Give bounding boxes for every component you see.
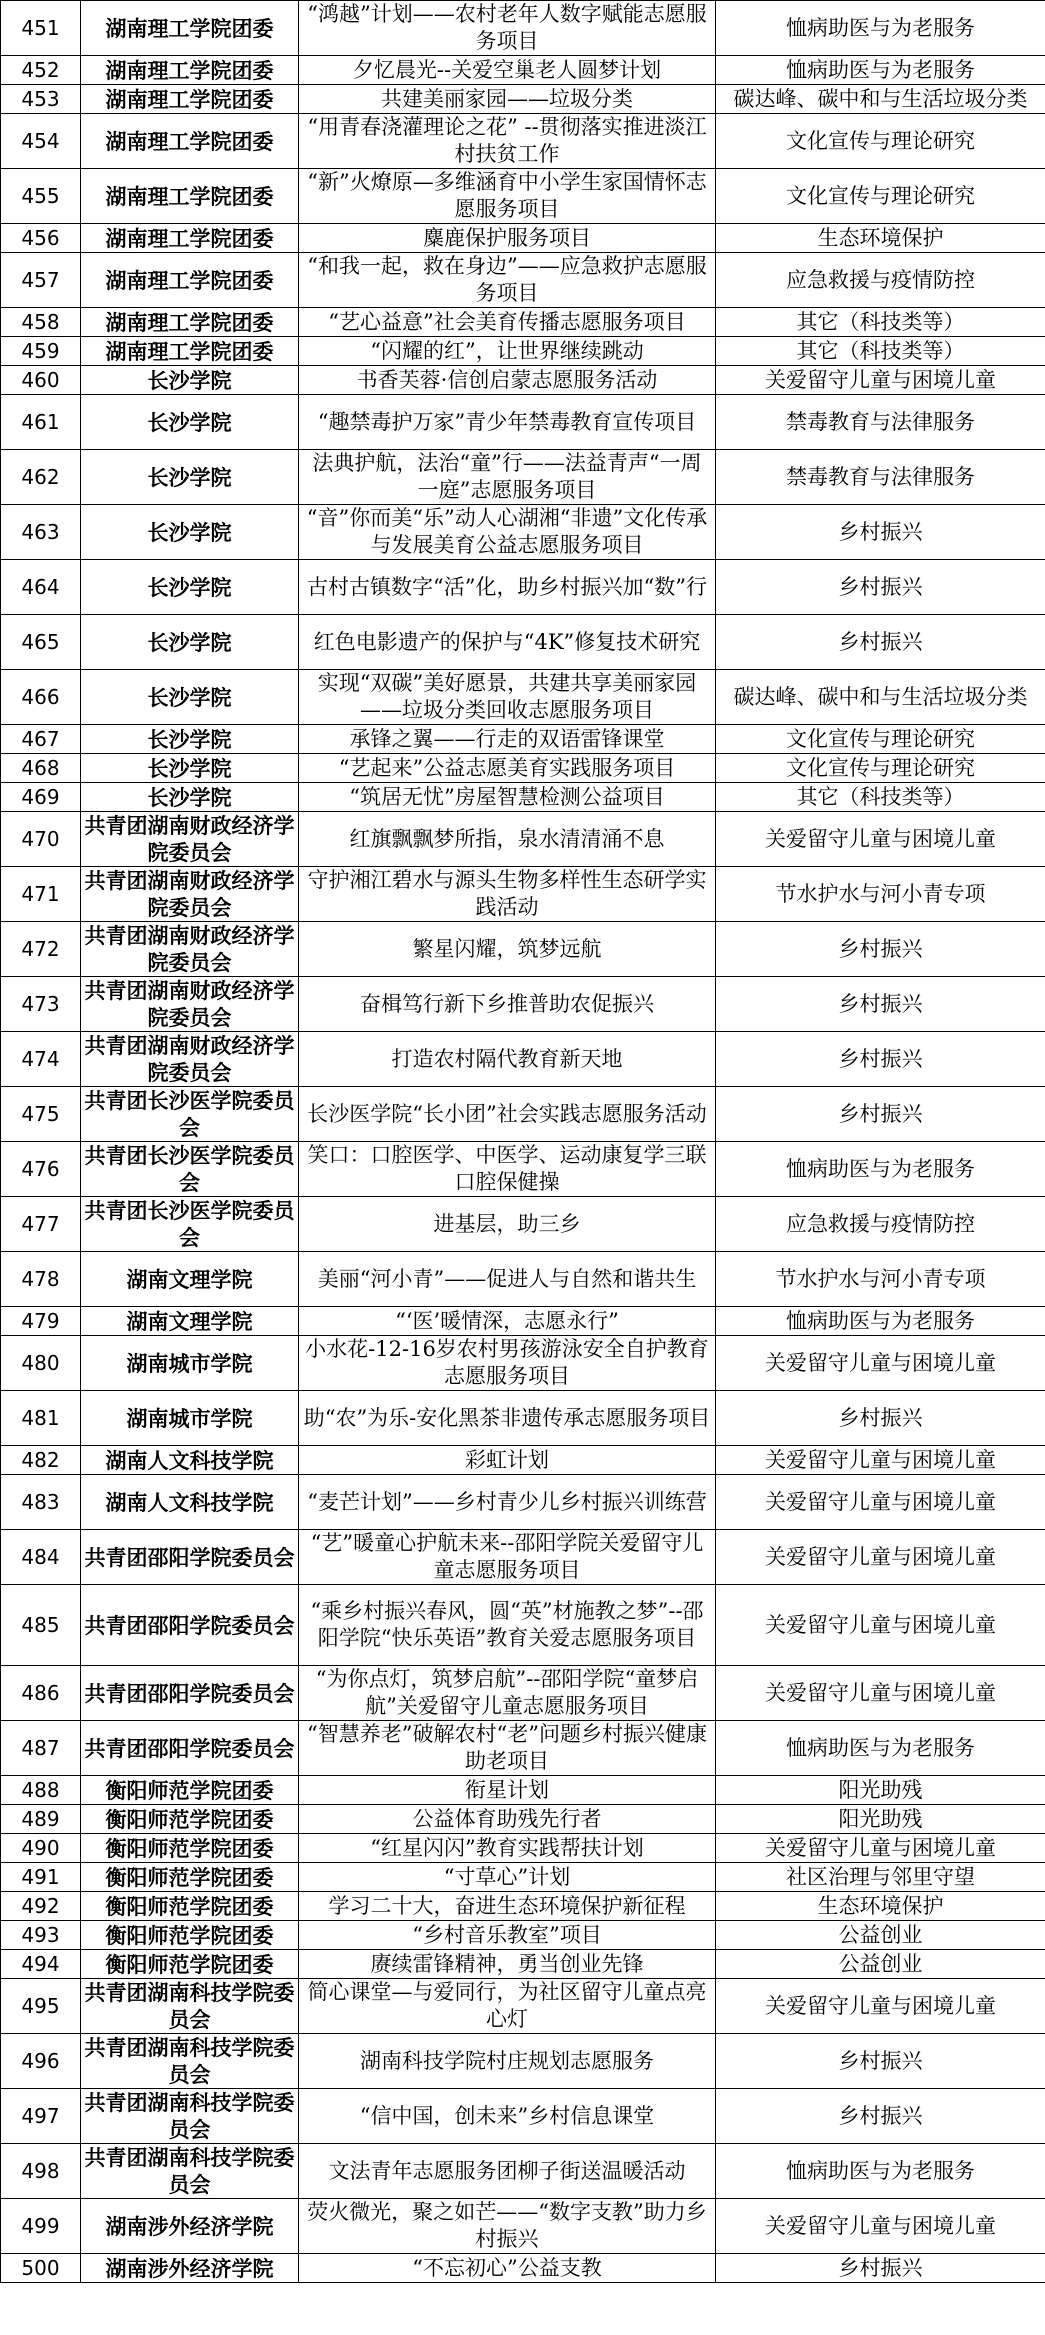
category-cell: 乡村振兴 <box>716 2089 1045 2144</box>
organization-cell: 共青团邵阳学院委员会 <box>81 1530 299 1585</box>
category-cell: 其它（科技类等） <box>716 337 1045 366</box>
table-row <box>1 1252 1045 1307</box>
table-row <box>1 725 1045 754</box>
row-number: 482 <box>1 1446 81 1475</box>
table-row <box>1 85 1045 114</box>
row-number: 494 <box>1 1950 81 1979</box>
category-cell: 关爱留守儿童与困境儿童 <box>716 1475 1045 1530</box>
category-cell: 关爱留守儿童与困境儿童 <box>716 1585 1045 1666</box>
row-number: 451 <box>1 1 81 56</box>
category-cell: 关爱留守儿童与困境儿童 <box>716 1666 1045 1721</box>
row-number: 496 <box>1 2034 81 2089</box>
table-row <box>1 1721 1045 1776</box>
project-name-cell: 公益体育助残先行者 <box>299 1805 716 1834</box>
organization-cell: 湖南文理学院 <box>81 1307 299 1336</box>
category-cell: 乡村振兴 <box>716 505 1045 560</box>
project-name-cell: 实现“双碳”美好愿景，共建共享美丽家园——垃圾分类回收志愿服务项目 <box>299 670 716 725</box>
project-name-cell: 承锋之翼——行走的双语雷锋课堂 <box>299 725 716 754</box>
project-name-cell: “信中国，创未来”乡村信息课堂 <box>299 2089 716 2144</box>
project-name-cell: 助“农”为乐-安化黑茶非遗传承志愿服务项目 <box>299 1391 716 1446</box>
table-row <box>1 1197 1045 1252</box>
table-row <box>1 867 1045 922</box>
project-name-cell: 共建美丽家园——垃圾分类 <box>299 85 716 114</box>
project-name-cell: “趣禁毒护万家”青少年禁毒教育宣传项目 <box>299 395 716 450</box>
table-row <box>1 2034 1045 2089</box>
category-cell: 乡村振兴 <box>716 615 1045 670</box>
organization-cell: 湖南理工学院团委 <box>81 253 299 308</box>
project-name-cell: “红星闪闪”教育实践帮扶计划 <box>299 1834 716 1863</box>
project-name-cell: “筑居无忧”房屋智慧检测公益项目 <box>299 783 716 812</box>
organization-cell: 衡阳师范学院团委 <box>81 1892 299 1921</box>
project-name-cell: 学习二十大，奋进生态环境保护新征程 <box>299 1892 716 1921</box>
project-name-cell: 笑口：口腔医学、中医学、运动康复学三联口腔保健操 <box>299 1142 716 1197</box>
project-name-cell: 湖南科技学院村庄规划志愿服务 <box>299 2034 716 2089</box>
category-cell: 公益创业 <box>716 1950 1045 1979</box>
organization-cell: 湖南理工学院团委 <box>81 308 299 337</box>
category-cell: 文化宣传与理论研究 <box>716 754 1045 783</box>
category-cell: 关爱留守儿童与困境儿童 <box>716 1834 1045 1863</box>
project-name-cell: “寸草心”计划 <box>299 1863 716 1892</box>
table-row <box>1 2144 1045 2199</box>
row-number: 456 <box>1 224 81 253</box>
category-cell: 文化宣传与理论研究 <box>716 114 1045 169</box>
row-number: 455 <box>1 169 81 224</box>
organization-cell: 长沙学院 <box>81 450 299 505</box>
project-name-cell: “艺心益意”社会美育传播志愿服务项目 <box>299 308 716 337</box>
organization-cell: 湖南文理学院 <box>81 1252 299 1307</box>
table-row <box>1 615 1045 670</box>
organization-cell: 共青团湖南财政经济学院委员会 <box>81 922 299 977</box>
project-name-cell: 打造农村隔代教育新天地 <box>299 1032 716 1087</box>
project-name-cell: “音”你而美“乐”动人心湖湘“非遗”文化传承与发展美育公益志愿服务项目 <box>299 505 716 560</box>
organization-cell: 湖南理工学院团委 <box>81 224 299 253</box>
organization-cell: 湖南城市学院 <box>81 1391 299 1446</box>
row-number: 462 <box>1 450 81 505</box>
project-name-cell: 夕忆晨光--关爱空巢老人圆梦计划 <box>299 56 716 85</box>
organization-cell: 衡阳师范学院团委 <box>81 1863 299 1892</box>
row-number: 466 <box>1 670 81 725</box>
organization-cell: 长沙学院 <box>81 783 299 812</box>
row-number: 493 <box>1 1921 81 1950</box>
category-cell: 关爱留守儿童与困境儿童 <box>716 812 1045 867</box>
category-cell: 乡村振兴 <box>716 560 1045 615</box>
organization-cell: 共青团邵阳学院委员会 <box>81 1721 299 1776</box>
project-name-cell: 彩虹计划 <box>299 1446 716 1475</box>
category-cell: 乡村振兴 <box>716 1032 1045 1087</box>
category-cell: 生态环境保护 <box>716 1892 1045 1921</box>
category-cell: 关爱留守儿童与困境儿童 <box>716 2199 1045 2254</box>
category-cell: 恤病助医与为老服务 <box>716 1307 1045 1336</box>
table-row <box>1 1 1045 56</box>
category-cell: 恤病助医与为老服务 <box>716 56 1045 85</box>
table-row <box>1 366 1045 395</box>
row-number: 485 <box>1 1585 81 1666</box>
project-name-cell: 进基层，助三乡 <box>299 1197 716 1252</box>
row-number: 491 <box>1 1863 81 1892</box>
row-number: 498 <box>1 2144 81 2199</box>
row-number: 471 <box>1 867 81 922</box>
category-cell: 乡村振兴 <box>716 1087 1045 1142</box>
row-number: 476 <box>1 1142 81 1197</box>
category-cell: 乡村振兴 <box>716 2254 1045 2283</box>
row-number: 481 <box>1 1391 81 1446</box>
organization-cell: 湖南理工学院团委 <box>81 114 299 169</box>
row-number: 484 <box>1 1530 81 1585</box>
category-cell: 恤病助医与为老服务 <box>716 1142 1045 1197</box>
table-row <box>1 1032 1045 1087</box>
organization-cell: 衡阳师范学院团委 <box>81 1950 299 1979</box>
row-number: 480 <box>1 1336 81 1391</box>
organization-cell: 共青团长沙医学院委员会 <box>81 1142 299 1197</box>
category-cell: 关爱留守儿童与困境儿童 <box>716 366 1045 395</box>
organization-cell: 共青团湖南科技学院委员会 <box>81 2089 299 2144</box>
category-cell: 关爱留守儿童与困境儿童 <box>716 1530 1045 1585</box>
category-cell: 节水护水与河小青专项 <box>716 1252 1045 1307</box>
row-number: 457 <box>1 253 81 308</box>
row-number: 489 <box>1 1805 81 1834</box>
row-number: 488 <box>1 1776 81 1805</box>
table-row <box>1 1087 1045 1142</box>
row-number: 453 <box>1 85 81 114</box>
table-row <box>1 1776 1045 1805</box>
table-row <box>1 1530 1045 1585</box>
project-name-cell: “艺”暖童心护航未来--邵阳学院关爱留守儿童志愿服务项目 <box>299 1530 716 1585</box>
table-row <box>1 783 1045 812</box>
category-cell: 文化宣传与理论研究 <box>716 725 1045 754</box>
row-number: 486 <box>1 1666 81 1721</box>
table-row <box>1 505 1045 560</box>
project-name-cell: 赓续雷锋精神，勇当创业先锋 <box>299 1950 716 1979</box>
project-name-cell: 红旗飘飘梦所指，泉水清清涌不息 <box>299 812 716 867</box>
table-row <box>1 2089 1045 2144</box>
category-cell: 乡村振兴 <box>716 1391 1045 1446</box>
category-cell: 碳达峰、碳中和与生活垃圾分类 <box>716 85 1045 114</box>
category-cell: 恤病助医与为老服务 <box>716 1 1045 56</box>
category-cell: 关爱留守儿童与困境儿童 <box>716 1979 1045 2034</box>
table-row <box>1 1834 1045 1863</box>
organization-cell: 湖南理工学院团委 <box>81 169 299 224</box>
organization-cell: 共青团湖南财政经济学院委员会 <box>81 1032 299 1087</box>
row-number: 487 <box>1 1721 81 1776</box>
project-name-cell: “麦芒计划”——乡村青少儿乡村振兴训练营 <box>299 1475 716 1530</box>
table-row <box>1 2199 1045 2254</box>
table-row <box>1 114 1045 169</box>
organization-cell: 长沙学院 <box>81 366 299 395</box>
category-cell: 阳光助残 <box>716 1776 1045 1805</box>
row-number: 472 <box>1 922 81 977</box>
table-row <box>1 1666 1045 1721</box>
row-number: 492 <box>1 1892 81 1921</box>
row-number: 452 <box>1 56 81 85</box>
table-row <box>1 1805 1045 1834</box>
table-body <box>1 1 1045 2283</box>
category-cell: 关爱留守儿童与困境儿童 <box>716 1446 1045 1475</box>
category-cell: 恤病助医与为老服务 <box>716 1721 1045 1776</box>
organization-cell: 共青团湖南财政经济学院委员会 <box>81 867 299 922</box>
table-row <box>1 812 1045 867</box>
table-row <box>1 670 1045 725</box>
project-name-cell: 长沙医学院“长小团”社会实践志愿服务活动 <box>299 1087 716 1142</box>
row-number: 463 <box>1 505 81 560</box>
project-name-cell: “乡村音乐教室”项目 <box>299 1921 716 1950</box>
table-row <box>1 1446 1045 1475</box>
project-name-cell: “用青春浇灌理论之花” --贯彻落实推进淡江村扶贫工作 <box>299 114 716 169</box>
row-number: 460 <box>1 366 81 395</box>
organization-cell: 湖南理工学院团委 <box>81 85 299 114</box>
table-row <box>1 169 1045 224</box>
category-cell: 应急救援与疫情防控 <box>716 1197 1045 1252</box>
organization-cell: 湖南人文科技学院 <box>81 1446 299 1475</box>
organization-cell: 共青团邵阳学院委员会 <box>81 1585 299 1666</box>
project-name-cell: “新”火燎原—多维涵育中小学生家国情怀志愿服务项目 <box>299 169 716 224</box>
table-row <box>1 1585 1045 1666</box>
row-number: 454 <box>1 114 81 169</box>
project-name-cell: “‘医’暖情深，志愿永行” <box>299 1307 716 1336</box>
table-row <box>1 1336 1045 1391</box>
project-name-cell: “艺起来”公益志愿美育实践服务项目 <box>299 754 716 783</box>
project-name-cell: 荧火微光，聚之如芒——“数字支教”助力乡村振兴 <box>299 2199 716 2254</box>
organization-cell: 湖南人文科技学院 <box>81 1475 299 1530</box>
organization-cell: 衡阳师范学院团委 <box>81 1834 299 1863</box>
organization-cell: 共青团湖南财政经济学院委员会 <box>81 812 299 867</box>
category-cell: 文化宣传与理论研究 <box>716 169 1045 224</box>
row-number: 490 <box>1 1834 81 1863</box>
category-cell: 关爱留守儿童与困境儿童 <box>716 1336 1045 1391</box>
table-row <box>1 224 1045 253</box>
organization-cell: 长沙学院 <box>81 754 299 783</box>
row-number: 470 <box>1 812 81 867</box>
category-cell: 禁毒教育与法律服务 <box>716 395 1045 450</box>
category-cell: 公益创业 <box>716 1921 1045 1950</box>
row-number: 479 <box>1 1307 81 1336</box>
row-number: 468 <box>1 754 81 783</box>
organization-cell: 衡阳师范学院团委 <box>81 1805 299 1834</box>
category-cell: 乡村振兴 <box>716 922 1045 977</box>
project-name-cell: “和我一起，救在身边”——应急救护志愿服务项目 <box>299 253 716 308</box>
organization-cell: 衡阳师范学院团委 <box>81 1921 299 1950</box>
project-name-cell: “闪耀的红”，让世界继续跳动 <box>299 337 716 366</box>
project-name-cell: 守护湘江碧水与源头生物多样性生态研学实践活动 <box>299 867 716 922</box>
table-row <box>1 1921 1045 1950</box>
row-number: 500 <box>1 2254 81 2283</box>
project-name-cell: 麋鹿保护服务项目 <box>299 224 716 253</box>
category-cell: 乡村振兴 <box>716 977 1045 1032</box>
organization-cell: 共青团长沙医学院委员会 <box>81 1087 299 1142</box>
table-row <box>1 1863 1045 1892</box>
project-name-cell: 古村古镇数字“活”化，助乡村振兴加“数”行 <box>299 560 716 615</box>
row-number: 467 <box>1 725 81 754</box>
project-name-cell: 繁星闪耀，筑梦远航 <box>299 922 716 977</box>
project-name-cell: 文法青年志愿服务团柳子街送温暖活动 <box>299 2144 716 2199</box>
category-cell: 禁毒教育与法律服务 <box>716 450 1045 505</box>
project-name-cell: “智慧养老”破解农村“老”问题乡村振兴健康助老项目 <box>299 1721 716 1776</box>
row-number: 473 <box>1 977 81 1032</box>
row-number: 474 <box>1 1032 81 1087</box>
table-row <box>1 1142 1045 1197</box>
organization-cell: 长沙学院 <box>81 615 299 670</box>
organization-cell: 湖南城市学院 <box>81 1336 299 1391</box>
project-name-cell: 红色电影遗产的保护与“4K”修复技术研究 <box>299 615 716 670</box>
category-cell: 乡村振兴 <box>716 2034 1045 2089</box>
row-number: 478 <box>1 1252 81 1307</box>
organization-cell: 长沙学院 <box>81 725 299 754</box>
organization-cell: 湖南涉外经济学院 <box>81 2254 299 2283</box>
project-name-cell: 奋楫笃行新下乡推普助农促振兴 <box>299 977 716 1032</box>
organization-cell: 共青团湖南科技学院委员会 <box>81 2144 299 2199</box>
category-cell: 阳光助残 <box>716 1805 1045 1834</box>
table-row <box>1 754 1045 783</box>
category-cell: 碳达峰、碳中和与生活垃圾分类 <box>716 670 1045 725</box>
row-number: 465 <box>1 615 81 670</box>
row-number: 464 <box>1 560 81 615</box>
category-cell: 其它（科技类等） <box>716 783 1045 812</box>
organization-cell: 湖南理工学院团委 <box>81 1 299 56</box>
category-cell: 恤病助医与为老服务 <box>716 2144 1045 2199</box>
project-name-cell: “为你点灯，筑梦启航”--邵阳学院“童梦启航”关爱留守儿童志愿服务项目 <box>299 1666 716 1721</box>
row-number: 475 <box>1 1087 81 1142</box>
organization-cell: 湖南理工学院团委 <box>81 56 299 85</box>
organization-cell: 共青团湖南科技学院委员会 <box>81 1979 299 2034</box>
table-row <box>1 1979 1045 2034</box>
organization-cell: 衡阳师范学院团委 <box>81 1776 299 1805</box>
row-number: 499 <box>1 2199 81 2254</box>
project-name-cell: 小水花-12-16岁农村男孩游泳安全自护教育志愿服务项目 <box>299 1336 716 1391</box>
row-number: 469 <box>1 783 81 812</box>
project-name-cell: 书香芙蓉·信创启蒙志愿服务活动 <box>299 366 716 395</box>
table-row <box>1 1950 1045 1979</box>
row-number: 459 <box>1 337 81 366</box>
table-row <box>1 337 1045 366</box>
table-row <box>1 450 1045 505</box>
organization-cell: 长沙学院 <box>81 395 299 450</box>
project-name-cell: “鸿越”计划——农村老年人数字赋能志愿服务项目 <box>299 1 716 56</box>
table-row <box>1 977 1045 1032</box>
project-name-cell: 衔星计划 <box>299 1776 716 1805</box>
table-row <box>1 1307 1045 1336</box>
organization-cell: 共青团邵阳学院委员会 <box>81 1666 299 1721</box>
category-cell: 其它（科技类等） <box>716 308 1045 337</box>
organization-cell: 长沙学院 <box>81 670 299 725</box>
table-row <box>1 253 1045 308</box>
row-number: 495 <box>1 1979 81 2034</box>
row-number: 461 <box>1 395 81 450</box>
table-row <box>1 308 1045 337</box>
category-cell: 应急救援与疫情防控 <box>716 253 1045 308</box>
table-row <box>1 2254 1045 2283</box>
table-row <box>1 1391 1045 1446</box>
organization-cell: 湖南涉外经济学院 <box>81 2199 299 2254</box>
table-row <box>1 1475 1045 1530</box>
table-row <box>1 560 1045 615</box>
project-name-cell: “乘乡村振兴春风，圆“英”材施教之梦”--邵阳学院“快乐英语”教育关爱志愿服务项目 <box>299 1585 716 1666</box>
project-name-cell: 美丽“河小青”——促进人与自然和谐共生 <box>299 1252 716 1307</box>
organization-cell: 共青团湖南科技学院委员会 <box>81 2034 299 2089</box>
table-row <box>1 922 1045 977</box>
table-row <box>1 56 1045 85</box>
project-name-cell: “不忘初心”公益支教 <box>299 2254 716 2283</box>
table-row <box>1 395 1045 450</box>
row-number: 477 <box>1 1197 81 1252</box>
project-name-cell: 法典护航，法治“童”行——法益青声“一周一庭”志愿服务项目 <box>299 450 716 505</box>
organization-cell: 湖南理工学院团委 <box>81 337 299 366</box>
table-row <box>1 1892 1045 1921</box>
organization-cell: 共青团长沙医学院委员会 <box>81 1197 299 1252</box>
organization-cell: 长沙学院 <box>81 505 299 560</box>
organization-cell: 共青团湖南财政经济学院委员会 <box>81 977 299 1032</box>
row-number: 497 <box>1 2089 81 2144</box>
category-cell: 生态环境保护 <box>716 224 1045 253</box>
category-cell: 节水护水与河小青专项 <box>716 867 1045 922</box>
row-number: 483 <box>1 1475 81 1530</box>
row-number: 458 <box>1 308 81 337</box>
project-name-cell: 简心课堂—与爱同行，为社区留守儿童点亮心灯 <box>299 1979 716 2034</box>
organization-cell: 长沙学院 <box>81 560 299 615</box>
category-cell: 社区治理与邻里守望 <box>716 1863 1045 1892</box>
